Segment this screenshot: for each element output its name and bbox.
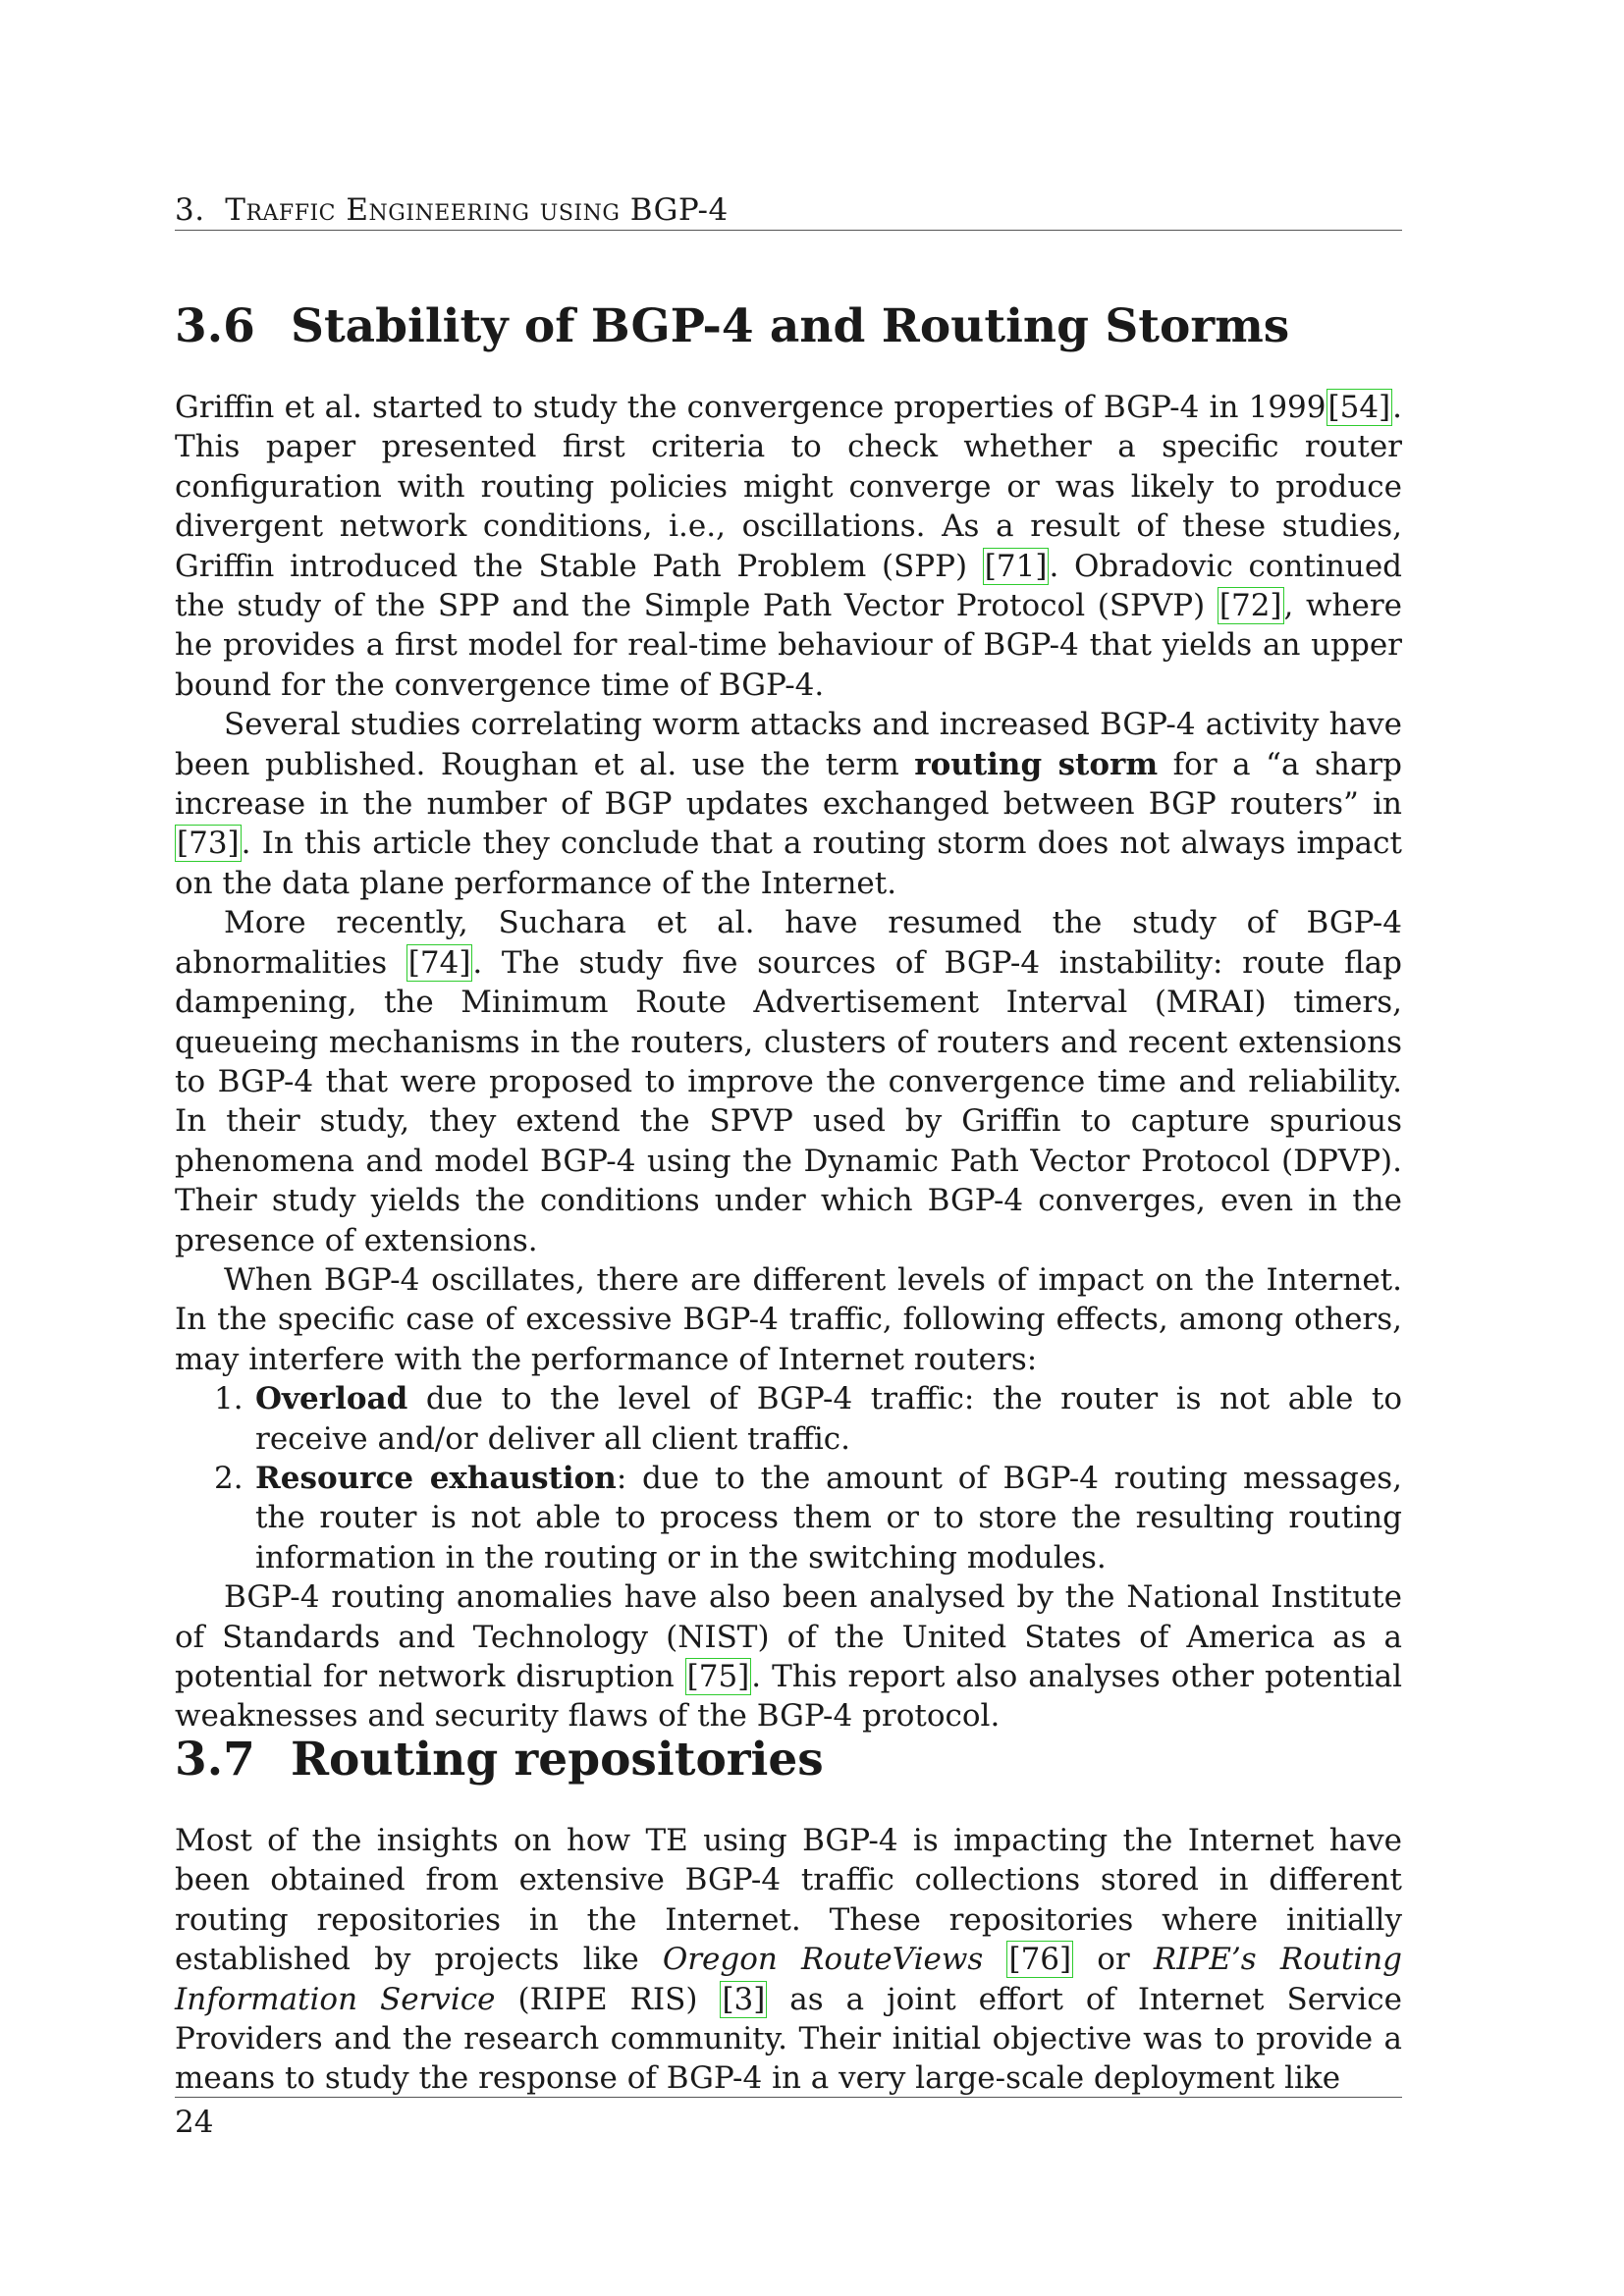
- citation-link[interactable]: [74]: [407, 944, 471, 981]
- section-title: Routing repositories: [291, 1733, 824, 1787]
- text-run: , where he provides a first model for real-time behaviour of BGP-4 that yields an upper bound for the convergence time of BGP-4.: [175, 588, 1402, 703]
- citation-link[interactable]: [54]: [1327, 390, 1391, 425]
- text-run: or: [1073, 1942, 1154, 1978]
- effects-list: [175, 1379, 1402, 1577]
- paragraph: [175, 1577, 1402, 1736]
- list-term: Resource exhaustion: [255, 1460, 617, 1496]
- section-title: Stability of BGP-4 and Routing Storms: [291, 299, 1290, 353]
- paragraph: [175, 1821, 1402, 2099]
- text-run: Most of the insights on how TE using BGP-4 is impacting the Internet have been obtained from extensive BGP-4 traffic collections stored in different routing repositories in the Internet. These repositories where initially established by projects like: [175, 1823, 1402, 1978]
- text-run: as a joint effort of Internet Service Providers and the research community. Their initial objective was to provide a means to study the response of BGP-4 in a very large-scale deployment like: [175, 1981, 1402, 2097]
- text-run: (RIPE RIS): [495, 1981, 721, 2017]
- paragraph: [175, 1260, 1402, 1379]
- text-run: . This report also analyses other potential weaknesses and security flaws of the BGP-4 protocol.: [175, 1659, 1402, 1735]
- list-term: Overload: [255, 1381, 408, 1417]
- defined-term: routing storm: [914, 746, 1159, 782]
- paragraph: [175, 903, 1402, 1260]
- text-run: . This paper presented first criteria to check whether a specific router configuration with routing policies might converge or was likely to produce divergent network conditions, i.e., oscillations. As a result of these studies, Griffin introduced the Stable Path Problem (SPP): [175, 390, 1402, 584]
- citation-link[interactable]: [76]: [1008, 1942, 1072, 1978]
- section-heading-3-6: [175, 299, 1289, 353]
- list-marker: 1.: [214, 1381, 244, 1417]
- list-item: [175, 1459, 1402, 1577]
- running-header: [175, 192, 1402, 228]
- page-number: 24: [175, 2105, 214, 2140]
- text-run: . In this article they conclude that a routing storm does not always impact on the data plane performance of the Internet.: [175, 826, 1402, 901]
- text-run: BGP-4 routing anomalies have also been analysed by the National Institute of Standards and Technology (NIST) of the United States of America as a potential for network disruption: [175, 1579, 1402, 1694]
- citation-link[interactable]: [3]: [722, 1981, 766, 2017]
- text-run: More recently, Suchara et al. have resumed the study of BGP-4 abnormalities: [175, 905, 1402, 981]
- project-name: RIPE’s Routing Information Service: [175, 1942, 1402, 2017]
- section-body-3-6: [175, 388, 1402, 1736]
- text-run: [983, 1942, 1006, 1977]
- paragraph: [175, 388, 1402, 705]
- text-run: . Obradovic continued the study of the SPP and the Simple Path Vector Protocol (SPVP): [175, 548, 1403, 624]
- citation-link[interactable]: [72]: [1218, 588, 1282, 624]
- citation-link[interactable]: [71]: [984, 548, 1048, 584]
- text-run: . The study five sources of BGP-4 instability: route flap dampening, the Minimum Route Advertisement Interval (MRAI) timers, queueing mechanisms in the routers, clusters of routers and recent extensions to BGP-4 that were proposed to improve the convergence time and reliability. In their study, they extend the SPVP used by Griffin to capture spurious phenomena and model BGP-4 using the Dynamic Path Vector Protocol (DPVP). Their study yields the conditions under which BGP-4 converges, even in the presence of extensions.: [175, 944, 1403, 1258]
- section-number: 3.7: [175, 1733, 255, 1787]
- section-heading-3-7: [175, 1733, 824, 1787]
- list-text: due to the level of BGP-4 traffic: the router is not able to receive and/or deliver all client traffic.: [255, 1381, 1402, 1457]
- list-text: : due to the amount of BGP-4 routing messages, the router is not able to process them or to store the resulting routing information in the routing or in the switching modules.: [255, 1460, 1402, 1575]
- paragraph: [175, 705, 1402, 903]
- citation-link[interactable]: [75]: [686, 1659, 750, 1694]
- text-run: for a “a sharp increase in the number of BGP updates exchanged between BGP routers” in: [175, 746, 1402, 823]
- citation-link[interactable]: [73]: [177, 826, 240, 862]
- footer-rule: [175, 2097, 1402, 2098]
- header-rule: [175, 230, 1402, 231]
- section-number: 3.6: [175, 299, 255, 353]
- chapter-number: 3.: [175, 192, 205, 228]
- chapter-title: Traffic Engineering using BGP-4: [225, 192, 729, 228]
- text-run: Griffin et al. started to study the convergence properties of BGP-4 in 1999: [175, 390, 1326, 425]
- section-body-3-7: [175, 1821, 1402, 2099]
- list-marker: 2.: [214, 1460, 244, 1496]
- project-name: Oregon RouteViews: [662, 1942, 984, 1978]
- text-run: When BGP-4 oscillates, there are different levels of impact on the Internet. In the specific case of excessive BGP-4 traffic, following effects, among others, may interfere with the performance of Internet routers:: [175, 1261, 1402, 1377]
- text-run: Several studies correlating worm attacks and increased BGP-4 activity have been published. Roughan et al. use the term: [175, 707, 1402, 782]
- list-item: [175, 1379, 1402, 1459]
